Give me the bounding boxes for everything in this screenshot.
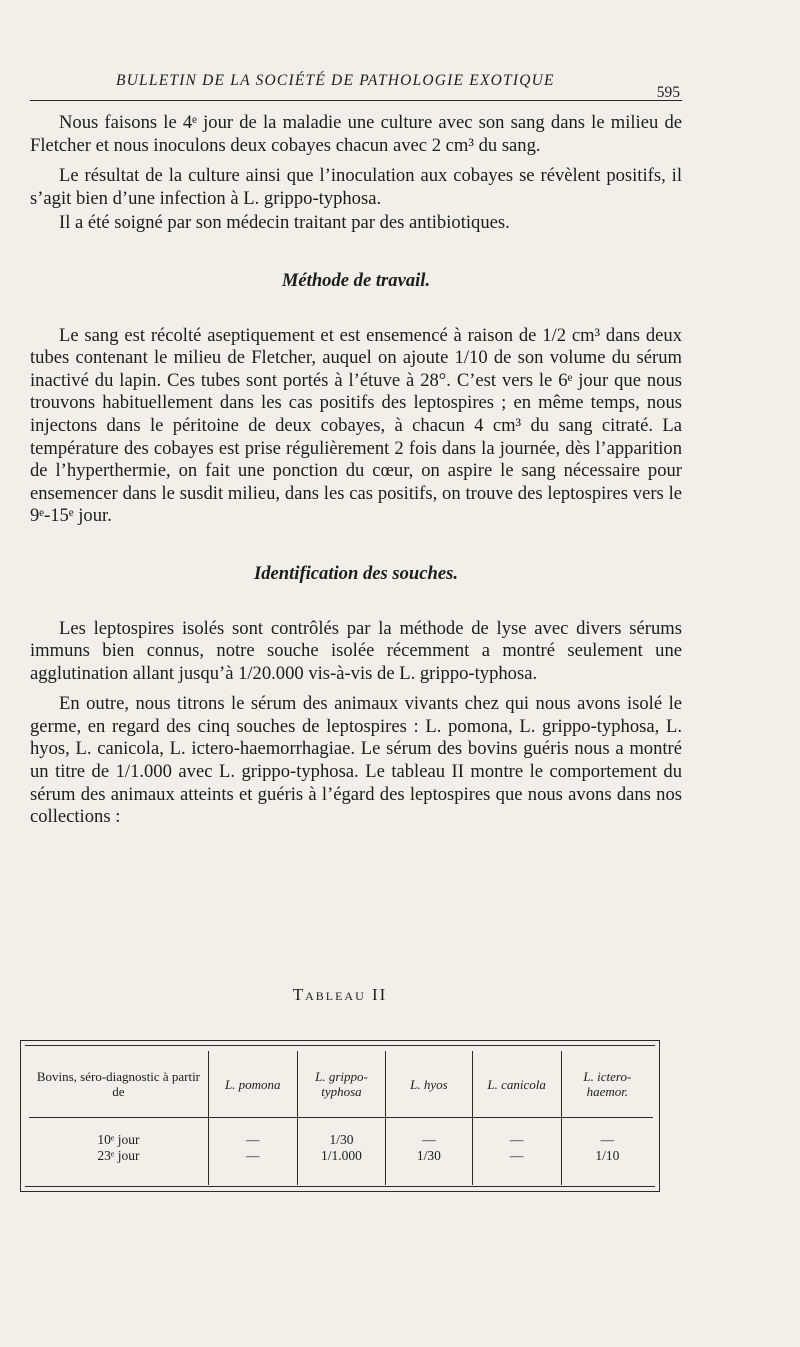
- table-header-row: [29, 1051, 653, 1118]
- paragraph-method: Le sang est récolté aseptiquement et est ensemencé à raison de 1/2 cm³ dans deux tubes contenant le milieu de Fletcher, auquel on ajoute 1/10 de son volume du sérum inactivé du lapin. Ces tubes sont portés à l’étuve à 28°. C’est vers le 6ᵉ jour que nous trouvons habituellement dans les cas positifs des leptospires ; en même temps, nous injectons dans le péritoine de deux cobayes, à chacun 4 cm³ du sang citraté. La température des cobayes est prise régulièrement 2 fois dans la journée, dès l’apparition de l’hyperthermie, on fait une ponction du cœur, on aspire le sang nécessaire pour ensemencer dans le susdit milieu, dans les cas positifs, on trouve des leptospires vers le 9ᵉ-15ᵉ jour.: [30, 324, 682, 527]
- table-cell-value: —: [509, 1148, 524, 1163]
- header-rule: [30, 100, 682, 101]
- table-row: [29, 1118, 653, 1186]
- table-cell-value: —: [246, 1132, 260, 1147]
- table-cell: [386, 1118, 472, 1186]
- paragraph-result: Le résultat de la culture ainsi que l’inoculation aux cobayes se révèlent positifs, il s’agit bien d’une infection à L. grippo-typhosa.: [30, 165, 682, 209]
- column-header: L. grippo-typhosa: [297, 1051, 386, 1118]
- table-cell-value: —: [246, 1148, 260, 1163]
- section-heading-method: Méthode de travail.: [281, 269, 431, 291]
- table-cell-value: 1/10: [595, 1148, 620, 1163]
- table-cell-value: —: [509, 1132, 524, 1147]
- paragraph-treatment: Il a été soigné par son médecin traitant par des antibiotiques.: [59, 212, 510, 234]
- column-header: L. hyos: [386, 1051, 472, 1118]
- data-table: [29, 1051, 653, 1185]
- table-cell: [472, 1118, 561, 1186]
- paragraph-titration: En outre, nous titrons le sérum des animaux vivants chez qui nous avons isolé le germe, en regard des cinq souches de leptospires : L. pomona, L. grippo-typhosa, L. hyos, L. canicola, L. ictero-haemorrhagiae. Le sérum des bovins guéris nous a montré un titre de 1/1.000 avec L. grippo-typhosa. Le tableau II montre le comportement du sérum des animaux atteints et guéris à l’égard des leptospires que nous avons dans nos collections :: [30, 693, 682, 828]
- table-cell-value: 10ᵉ jour: [97, 1132, 140, 1147]
- table-frame: [20, 1040, 660, 1192]
- table-cell-value: 1/30: [416, 1148, 441, 1163]
- column-header: Bovins, séro-diagnostic à partir de: [29, 1051, 208, 1118]
- table-cell-value: 1/1.000: [321, 1148, 362, 1163]
- table-cell: [208, 1118, 297, 1186]
- column-header: L. canicola: [472, 1051, 561, 1118]
- table-cell: [561, 1118, 653, 1186]
- column-header: L. ictero-haemor.: [561, 1051, 653, 1118]
- table-cell-value: —: [422, 1132, 436, 1147]
- table-cell-value: 23ᵉ jour: [97, 1148, 140, 1163]
- section-heading-identification: Identification des souches.: [253, 562, 459, 584]
- table-cell: [297, 1118, 386, 1186]
- table-title: Tableau II: [292, 985, 388, 1004]
- table-cell: [29, 1118, 208, 1186]
- running-title: BULLETIN DE LA SOCIÉTÉ DE PATHOLOGIE EXOTIQUE: [116, 72, 555, 89]
- page-header: [30, 72, 682, 108]
- paragraph-culture: Nous faisons le 4ᵉ jour de la maladie une culture avec son sang dans le milieu de Fletcher et nous inoculons deux cobayes chacun avec 2 cm³ du sang.: [30, 112, 682, 156]
- page-number: 595: [656, 84, 680, 101]
- table-cell-value: 1/30: [329, 1132, 354, 1147]
- paragraph-identification: Les leptospires isolés sont contrôlés par la méthode de lyse avec divers sérums immuns bien connus, notre souche isolée récemment a montré seulement une agglutination allant jusqu’à 1/20.000 vis-à-vis de L. grippo-typhosa.: [30, 617, 682, 684]
- body-text: [30, 112, 682, 829]
- table-cell-value: —: [600, 1132, 615, 1147]
- column-header: L. pomona: [208, 1051, 297, 1118]
